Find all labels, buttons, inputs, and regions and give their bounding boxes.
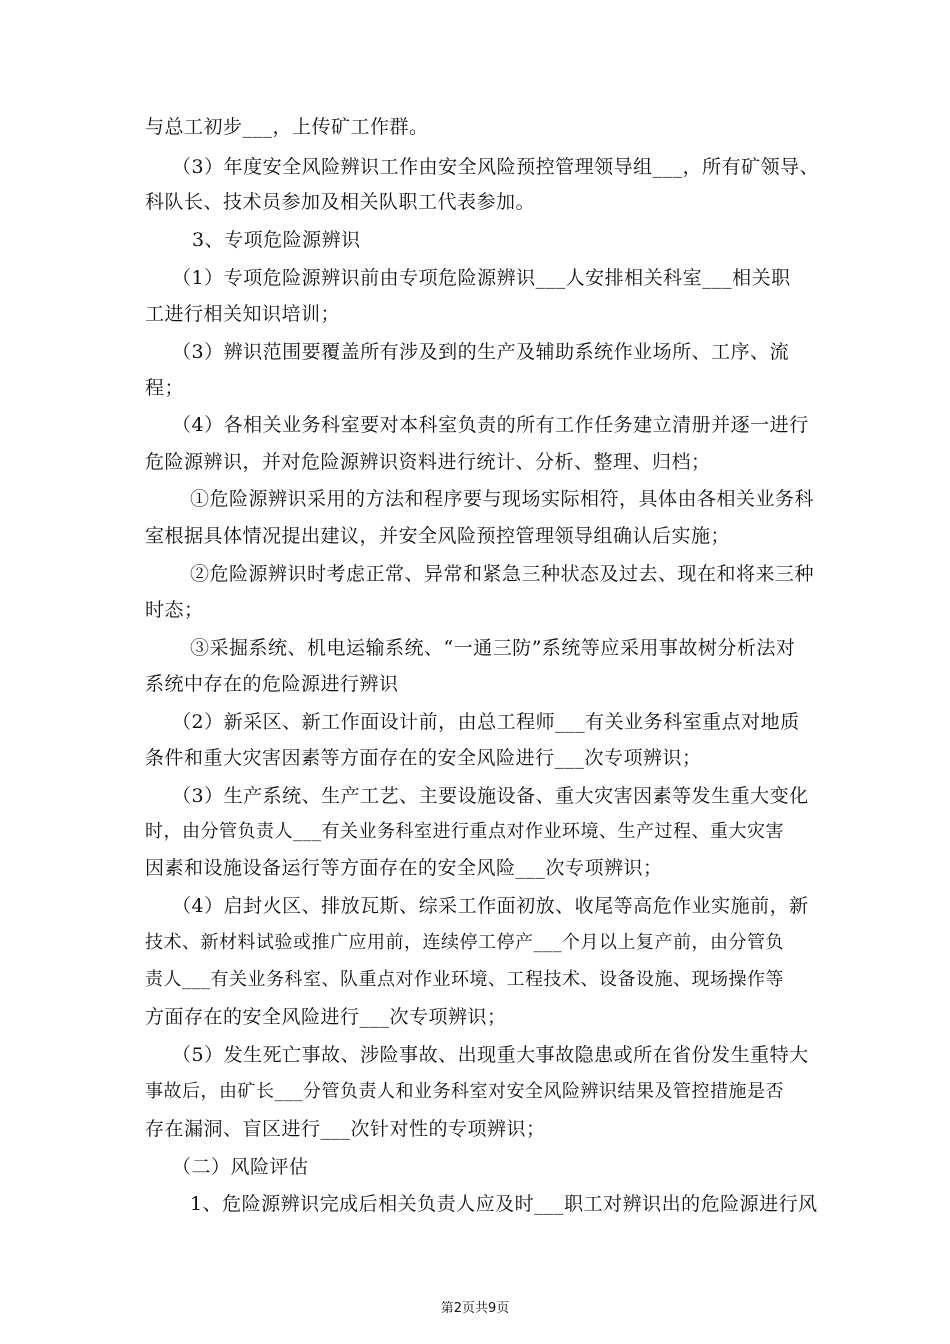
text-line: ②危险源辨识时考虑正常、异常和紧急三种状态及过去、现在和将来三种 [190,563,815,585]
text-line: 工进行相关知识培训； [145,303,341,325]
section-heading: （二）风险评估 [172,1156,309,1178]
text-line: 事故后，由矿长___分管负责人和业务科室对安全风险辨识结果及管控措施是否 [145,1081,784,1102]
text-line: 室根据具体情况提出建议，并安全风险预控管理领导组确认后实施； [145,525,731,547]
text-line: （3）年度安全风险辨识工作由安全风险预控管理领导组___，所有矿领导、 [172,156,820,178]
text-line: 与总工初步___，上传矿工作群。 [145,116,429,138]
text-line: 责人___有关业务科室、队重点对作业环境、工程技术、设备设施、现场操作等 [145,969,784,990]
text-line: 时态； [145,599,204,621]
text-line: ①危险源辨识采用的方法和程序要与现场实际相符，具体由各相关业务科 [190,488,815,510]
text-line: （3）生产系统、生产工艺、主要设施设备、重大灾害因素等发生重大变化 [172,785,809,807]
text-line: 系统中存在的危险源进行辨识 [145,673,399,695]
text-line: 程； [145,377,185,399]
text-line: 方面存在的安全风险进行___次专项辨识； [145,1006,507,1028]
text-line: 危险源辨识，并对危险源辨识资料进行统计、分析、整理、归档； [145,451,711,473]
section-heading: 3、专项危险源辨识 [192,229,361,251]
text-line: （2）新采区、新工作面设计前，由总工程师___有关业务科室重点对地质 [172,711,800,733]
text-line: 因素和设施设备运行等方面存在的安全风险___次专项辨识； [145,857,663,879]
text-line: 技术、新材料试验或推广应用前，连续停工停产___个月以上复产前，由分管负 [145,932,784,953]
text-line: 1、危险源辨识完成后相关负责人应及时___职工对辨识出的危险源进行风 [190,1193,818,1215]
text-line: 科队长、技术员参加及相关队职工代表参加。 [145,191,536,213]
text-line: 条件和重大灾害因素等方面存在的安全风险进行___次专项辨识； [145,747,702,769]
text-line: 存在漏洞、盲区进行___次针对性的专项辨识； [145,1118,546,1140]
text-line: （4）启封火区、排放瓦斯、综采工作面初放、收尾等高危作业实施前，新 [172,895,809,917]
text-line: （1）专项危险源辨识前由专项危险源辨识___人安排相关科室___相关职 [172,267,791,289]
text-line: （4）各相关业务科室要对本科室负责的所有工作任务建立清册并逐一进行 [172,414,809,436]
text-line: ③采掘系统、机电运输系统、“一通三防”系统等应采用事故树分析法对 [190,637,796,659]
text-line: （3）辨识范围要覆盖所有涉及到的生产及辅助系统作业场所、工序、流 [172,341,790,363]
text-line: 时，由分管负责人___有关业务科室进行重点对作业环境、生产过程、重大灾害 [145,821,784,842]
text-line: （5）发生死亡事故、涉险事故、出现重大事故隐患或所在省份发生重特大 [172,1044,809,1066]
page-number-footer: 第2页共9页 [440,1301,510,1316]
